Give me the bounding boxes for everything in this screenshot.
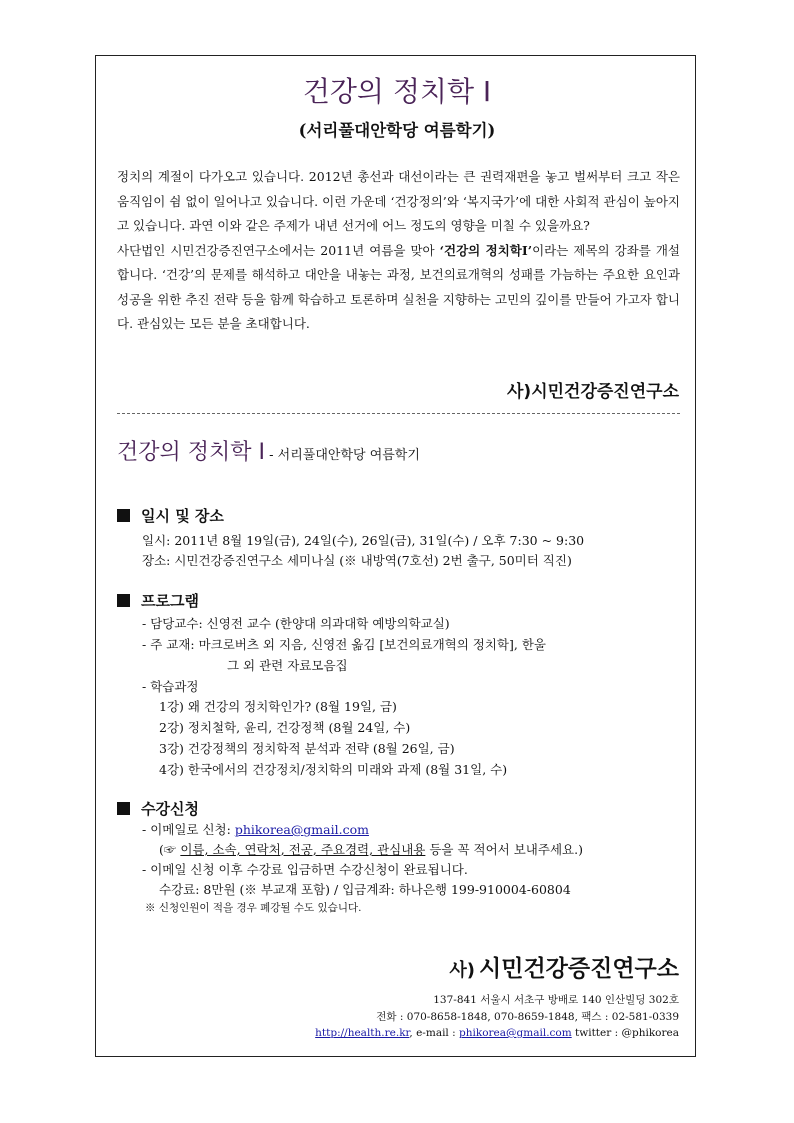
course-heading <box>117 435 420 466</box>
lecture-item: 3강) 건강정책의 정치학적 분석과 전략 (8월 26일, 금) <box>159 741 455 756</box>
registration-complete: - 이메일 신청 이후 수강료 입금하면 수강신청이 완료됩니다. <box>142 862 468 877</box>
footer-phone: 전화 : 070-8658-1848, 070-8659-1848, 팩스 : 02-581-0339 <box>376 1011 679 1023</box>
section-title: 프로그램 <box>141 592 199 610</box>
intro-p2-text-rest: 이라는 제목의 강좌를 개설합니다. ‘건강’의 문제를 해석하고 대안을 내놓는 과정, 보건의료개혁의 성패를 가늠하는 주요한 요인과 성공을 위한 추진 전략 등을 함께 학습하고 토론하며 실천을 지향하는 고민의 깊이를 만들어 가고자 합니다. 관심있는 모든 분을 초대합니다. <box>117 242 680 331</box>
org-signature: 사)시민건강증진연구소 <box>507 382 679 402</box>
dashed-divider <box>117 413 680 414</box>
section-title: 일시 및 장소 <box>141 507 224 525</box>
intro-text <box>117 165 680 337</box>
square-bullet-icon <box>117 594 130 607</box>
course-name-highlight: ‘건강의 정치학I’ <box>439 242 533 258</box>
program-curriculum-label: - 학습과정 <box>142 679 199 694</box>
footer-org-title: 시민건강증진연구소 <box>479 956 679 982</box>
pointing-hand-text: (☞ <box>159 842 181 857</box>
square-bullet-icon <box>117 509 130 522</box>
square-bullet-icon <box>117 802 130 815</box>
section-registration-heading <box>117 798 199 819</box>
intro-paragraph-2 <box>117 239 680 337</box>
registration-email-link[interactable]: phikorea@gmail.com <box>234 822 369 837</box>
required-items: 이름, 소속, 연락처, 전공, 주요경력, 관심내용 <box>180 842 426 857</box>
footer-website-link[interactable]: http://health.re.kr <box>315 1027 410 1039</box>
registration-note: ※ 신청인원이 적을 경우 폐강될 수도 있습니다. <box>145 902 362 914</box>
schedule-place: 장소: 시민건강증진연구소 세미나실 (※ 내방역(7호선) 2번 출구, 50미터 직진) <box>142 553 572 568</box>
section-program-heading <box>117 590 199 611</box>
program-professor: - 담당교수: 신영전 교수 (한양대 의과대학 예방의학교실) <box>142 616 450 631</box>
footer-org-name <box>449 950 679 983</box>
lecture-item: 1강) 왜 건강의 정치학인가? (8월 19일, 금) <box>159 699 397 714</box>
footer-twitter: twitter : @phikorea <box>571 1027 679 1039</box>
course-subtitle: - 서리풀대안학당 여름학기 <box>265 448 420 463</box>
footer-email-link[interactable]: phikorea@gmail.com <box>459 1027 572 1039</box>
schedule-datetime: 일시: 2011년 8월 19일(금), 24일(수), 26일(금), 31일(수) / 오후 7:30 ~ 9:30 <box>142 533 585 548</box>
registration-items-line <box>159 840 583 858</box>
program-textbook-extra: 그 외 관련 자료모음집 <box>227 658 348 673</box>
page-title: 건강의 정치학 I <box>302 75 492 108</box>
lecture-item: 2강) 정치철학, 윤리, 건강정책 (8월 24일, 수) <box>159 720 411 735</box>
registration-email-label: - 이메일로 신청: <box>142 822 235 837</box>
items-suffix: 등을 꼭 적어서 보내주세요.) <box>425 842 583 857</box>
footer-email-label: , e-mail : <box>409 1027 460 1039</box>
page-subtitle: (서리풀대안학당 여름학기) <box>298 121 496 140</box>
lecture-item: 4강) 한국에서의 건강정치/정치학의 미래와 과제 (8월 31일, 수) <box>159 762 508 777</box>
intro-paragraph-1: 정치의 계절이 다가오고 있습니다. 2012년 총선과 대선이라는 큰 권력재편을 놓고 벌써부터 크고 작은 움직임이 쉼 없이 일어나고 있습니다. 이런 가운데 ‘건강정의’와 ‘복지국가’에 대한 사회적 관심이 높아지고 있습니다. 과연 이와 같은 주제가 내년 선거에 어느 정도의 영향을 미칠 수 있을까요? <box>117 169 680 233</box>
section-schedule-heading <box>117 505 224 526</box>
registration-email-line <box>142 820 369 838</box>
program-textbook: - 주 교재: 마크로버츠 외 지음, 신영전 옮김 [보건의료개혁의 정치학], 한울 <box>142 637 546 652</box>
registration-fee: 수강료: 8만원 (※ 부교재 포함) / 입금계좌: 하나은행 199-910004-60804 <box>159 882 571 897</box>
footer-contact-line <box>315 1027 679 1039</box>
intro-p2-text: 사단법인 시민건강증진연구소에서는 2011년 여름을 맞아 <box>117 242 440 258</box>
footer-address: 137-841 서울시 서초구 방배로 140 인산빌딩 302호 <box>433 994 679 1006</box>
section-title: 수강신청 <box>141 800 199 818</box>
course-title: 건강의 정치학 I <box>117 440 265 465</box>
footer-org-prefix: 사) <box>449 960 476 981</box>
